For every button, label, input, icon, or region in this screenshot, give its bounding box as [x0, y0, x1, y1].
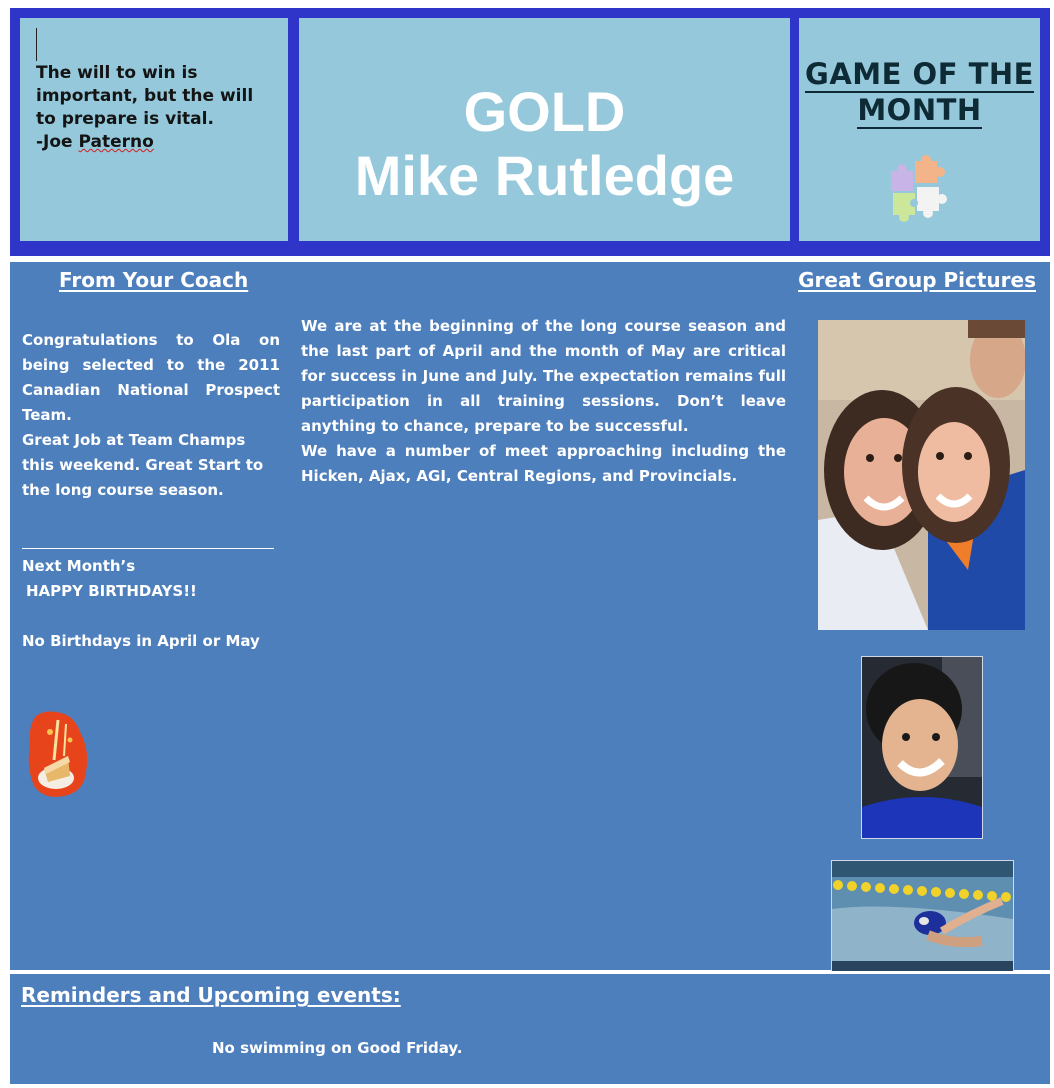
game-of-month-line-2: MONTH: [857, 93, 982, 127]
quote-text: [36, 62, 284, 131]
award-title: GOLD: [463, 80, 626, 143]
coach-paragraph: Great Job at Team Champs this weekend. Great Start to the long course season.: [22, 431, 264, 499]
birthday-label: Next Month’s: [22, 557, 136, 575]
title-panel: [299, 18, 790, 241]
group-photo-1: [818, 320, 1025, 630]
birthday-section: [22, 554, 292, 654]
puzzle-icon: [885, 155, 953, 223]
pictures-heading: Great Group Pictures: [798, 268, 1036, 292]
group-photo-3: [831, 860, 1014, 971]
middle-paragraph: We have a number of meet approaching including the Hicken, Ajax, AGI, Central Regions, and Provincials.: [301, 442, 786, 485]
group-photo-2: [861, 656, 983, 839]
birthday-note: No Birthdays in April or May: [22, 632, 260, 650]
blank-line: [22, 604, 292, 629]
newsletter-header: [10, 8, 1050, 256]
quote-author-prefix: -Joe: [36, 132, 79, 152]
quote-line-3: to prepare is vital.: [36, 109, 214, 129]
photo-graphic: [862, 657, 982, 838]
reminder-item: No swimming on Good Friday.: [212, 1039, 463, 1057]
game-of-month-line-1: GAME OF THE: [805, 57, 1034, 91]
reminders-heading: Reminders and Upcoming events:: [21, 983, 401, 1007]
birthday-heading: HAPPY BIRTHDAYS!!: [26, 582, 197, 600]
game-of-month-title: [799, 56, 1040, 128]
award-recipient: Mike Rutledge: [354, 144, 735, 207]
photo-graphic: [832, 861, 1013, 971]
main-content: [10, 262, 1050, 970]
quote-line-2: important, but the will: [36, 86, 254, 106]
middle-paragraph: We are at the beginning of the long course season and the last part of April and the month of May are critical for success in June and July. The expectation remains full participation in all training sessions. Don’t leave anything to chance, prepare to be successful.: [301, 317, 786, 435]
photo-graphic: [818, 320, 1025, 630]
coach-paragraph: Congratulations to Ola on being selected to the 2011 Canadian National Prospect Team.: [22, 331, 280, 424]
coach-message: [22, 328, 280, 503]
quote-panel: [20, 18, 288, 241]
quote-author-name: Paterno: [78, 132, 154, 152]
quote-line-1: The will to win is: [36, 63, 198, 83]
quote-author: [36, 131, 154, 154]
reminders-section: [10, 974, 1050, 1084]
coach-heading: From Your Coach: [59, 268, 249, 292]
game-of-month-panel: [799, 18, 1040, 241]
middle-message: [301, 314, 786, 489]
section-divider: [22, 548, 274, 549]
text-cursor: [36, 28, 37, 61]
birthday-cake-icon: [24, 706, 90, 802]
